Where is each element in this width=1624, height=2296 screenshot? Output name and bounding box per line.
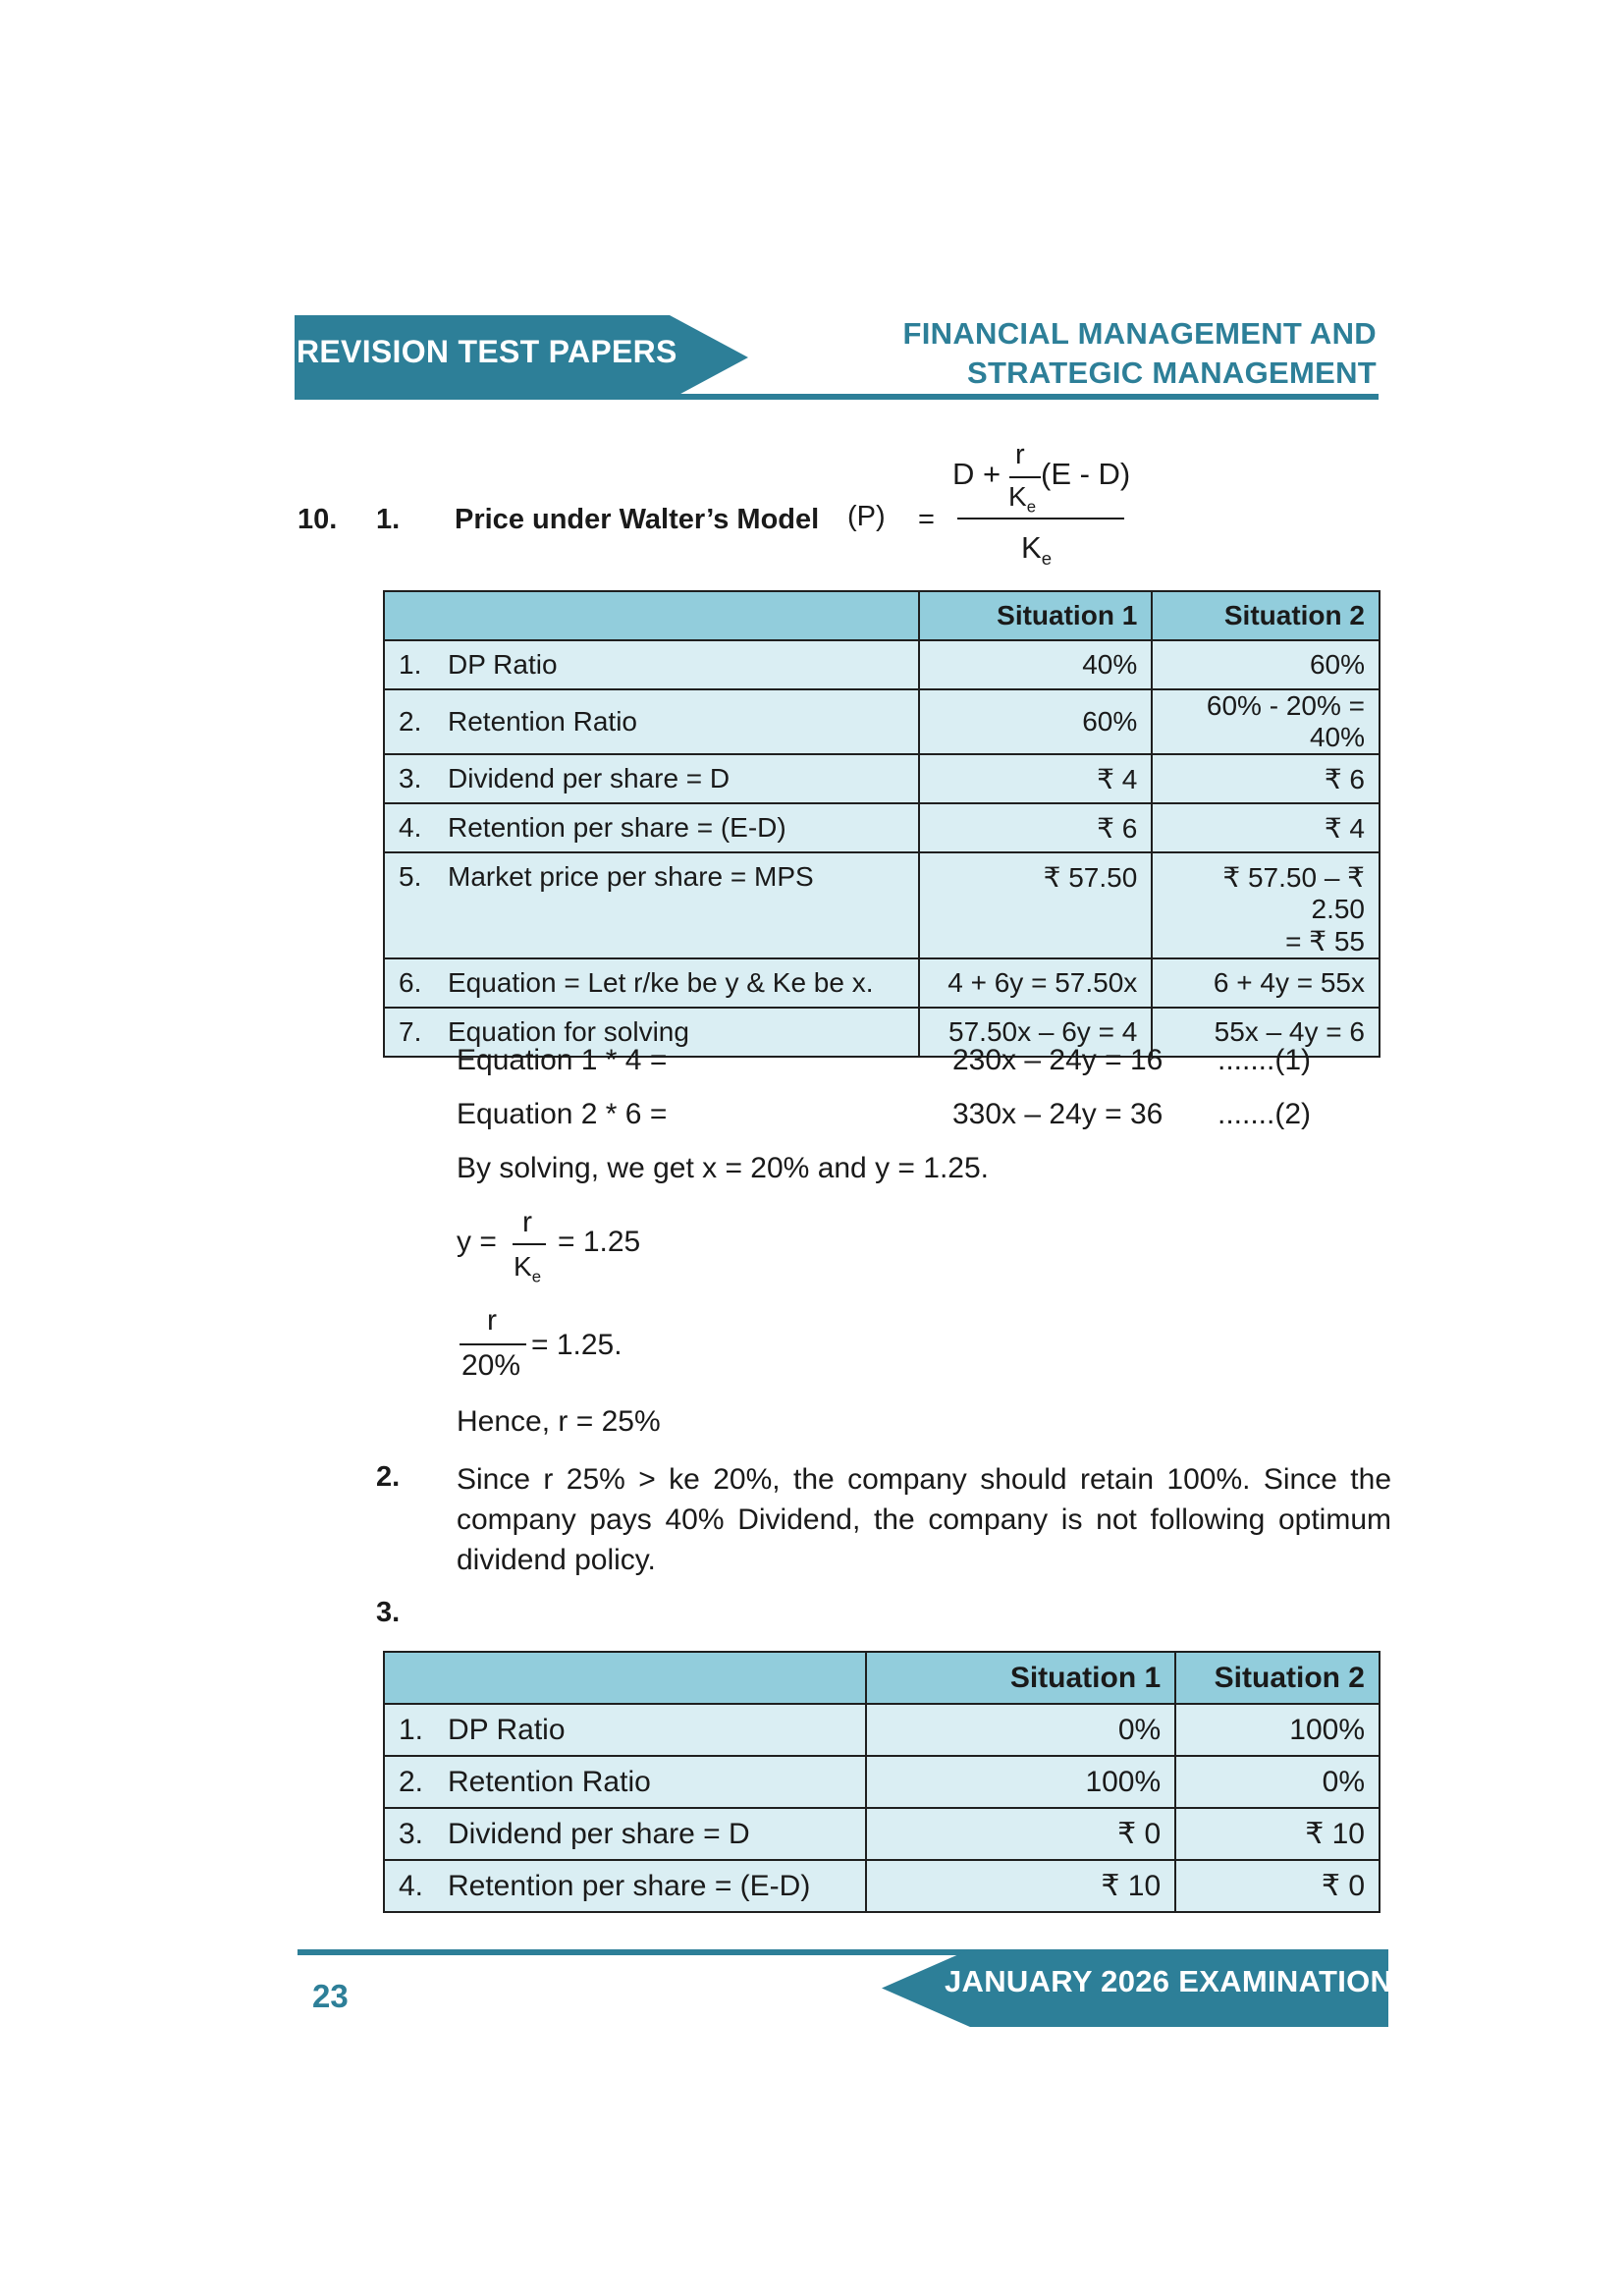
r-fraction-bar: [460, 1343, 526, 1345]
r-fraction-numerator: r: [487, 1304, 497, 1337]
row-situation1: ₹ 6: [919, 803, 1153, 852]
row-label: 4. Retention per share = (E-D): [384, 803, 919, 852]
row-situation2: ₹ 4: [1152, 803, 1380, 852]
row-situation1: ₹ 0: [866, 1808, 1175, 1860]
part1-title: Price under Walter’s Model: [455, 504, 820, 535]
table-row: [384, 1756, 1380, 1808]
row-label: 6. Equation = Let r/ke be y & Ke be x.: [384, 958, 919, 1008]
table-header-row: [384, 591, 1380, 640]
row-situation1: 40%: [919, 640, 1153, 689]
row-situation2: 0%: [1175, 1756, 1380, 1808]
part2-text: Since r 25% > ke 20%, the company should retain 100%. Since the company pays 40% Dividend, the company is not following optimum dividend policy.: [457, 1463, 1391, 1576]
page-number: 23: [312, 1978, 349, 2014]
equation1-value: 230x – 24y = 16: [952, 1044, 1164, 1076]
header-right-line2: STRATEGIC MANAGEMENT: [966, 355, 1377, 390]
table-row: [384, 689, 1380, 754]
y-label: y =: [457, 1226, 497, 1258]
formula-r: r: [1015, 439, 1025, 470]
row-label: 3. Dividend per share = D: [384, 1808, 866, 1860]
formula-d-plus: D +: [952, 457, 1001, 491]
row-label: 2. Retention Ratio: [384, 689, 919, 754]
row-situation2: ₹ 0: [1175, 1860, 1380, 1912]
table-row: [384, 640, 1380, 689]
formula-main-fraction-bar: [957, 518, 1124, 519]
row-situation1: 100%: [866, 1756, 1175, 1808]
row-situation1: 57.50x – 6y = 4: [919, 1008, 1153, 1057]
formula-ke-denominator: $K_e$: [1021, 530, 1053, 570]
equals-sign: =: [918, 504, 935, 535]
row-label: 1. DP Ratio: [384, 1704, 866, 1756]
table-row: [384, 852, 1380, 958]
table-header-row: [384, 1652, 1380, 1704]
row-situation1: ₹ 10: [866, 1860, 1175, 1912]
table-header-situation1: Situation 1: [866, 1652, 1175, 1704]
header-right-title: [902, 314, 1377, 393]
row-situation2: 60%: [1152, 640, 1380, 689]
part3-number: 3.: [376, 1597, 401, 1628]
row-label: 2. Retention Ratio: [384, 1756, 866, 1808]
equation1-number: .......(1): [1218, 1044, 1312, 1076]
row-situation1: 4 + 6y = 57.50x: [919, 958, 1153, 1008]
r-value: = 1.25.: [531, 1329, 623, 1361]
row-situation2: 60% - 20% = 40%: [1152, 689, 1380, 754]
y-fraction-bar: [513, 1243, 546, 1245]
table-row: [384, 803, 1380, 852]
row-situation2: 55x – 4y = 6: [1152, 1008, 1380, 1057]
row-situation1: 0%: [866, 1704, 1175, 1756]
row-situation2: ₹ 6: [1152, 754, 1380, 803]
equation2-number: .......(2): [1218, 1098, 1312, 1130]
row-situation1: ₹ 57.50: [919, 852, 1153, 958]
table-row: [384, 958, 1380, 1008]
table-row: [384, 1704, 1380, 1756]
table-header-situation2: Situation 2: [1175, 1652, 1380, 1704]
y-fraction-numerator: r: [522, 1206, 532, 1238]
payout-situation-table: [383, 1651, 1380, 1913]
row-situation2: ₹ 57.50 – ₹ 2.50 = ₹ 55: [1152, 852, 1380, 958]
solving-statement: By solving, we get x = 20% and y = 1.25.: [457, 1152, 989, 1184]
row-situation2: 6 + 4y = 55x: [1152, 958, 1380, 1008]
header-left-title: REVISION TEST PAPERS: [297, 334, 677, 369]
formula-inner-fraction-bar: [1009, 476, 1041, 478]
row-label: 1. DP Ratio: [384, 640, 919, 689]
r-fraction-denominator: 20%: [461, 1349, 521, 1382]
part1-number: 1.: [376, 504, 401, 535]
table-row: [384, 1808, 1380, 1860]
header-right-line1: FINANCIAL MANAGEMENT AND: [902, 316, 1377, 351]
equation2-label: Equation 2 * 6 =: [457, 1098, 668, 1130]
question-number: 10.: [298, 504, 338, 535]
equation1-label: Equation 1 * 4 =: [457, 1044, 668, 1076]
formula-ke-inner: $K_e$: [1008, 481, 1037, 517]
part2-number: 2.: [376, 1461, 401, 1493]
row-situation2: ₹ 10: [1175, 1808, 1380, 1860]
row-label: 3. Dividend per share = D: [384, 754, 919, 803]
y-fraction-denominator: $K_e$: [514, 1251, 542, 1286]
row-label: 4. Retention per share = (E-D): [384, 1860, 866, 1912]
row-label: 5. Market price per share = MPS: [384, 852, 919, 958]
formula-e-minus-d: (E - D): [1041, 457, 1131, 491]
table-header-blank: [384, 1652, 866, 1704]
row-situation1: 60%: [919, 689, 1153, 754]
row-situation2: 100%: [1175, 1704, 1380, 1756]
footer-exam-title: JANUARY 2026 EXAMINATION: [945, 1964, 1393, 1998]
equation2-value: 330x – 24y = 36: [952, 1098, 1164, 1130]
table-row: [384, 1860, 1380, 1912]
table-header-situation2: Situation 2: [1152, 591, 1380, 640]
table-row: [384, 754, 1380, 803]
hence-statement: Hence, r = 25%: [457, 1405, 661, 1438]
walter-situation-table: [383, 590, 1380, 1058]
row-situation1: ₹ 4: [919, 754, 1153, 803]
row-label: 7. Equation for solving: [384, 1008, 919, 1057]
header-rule: [295, 394, 1379, 400]
table-header-situation1: Situation 1: [919, 591, 1153, 640]
price-symbol: (P): [847, 501, 886, 532]
y-value: = 1.25: [558, 1226, 641, 1258]
table-header-blank: [384, 591, 919, 640]
